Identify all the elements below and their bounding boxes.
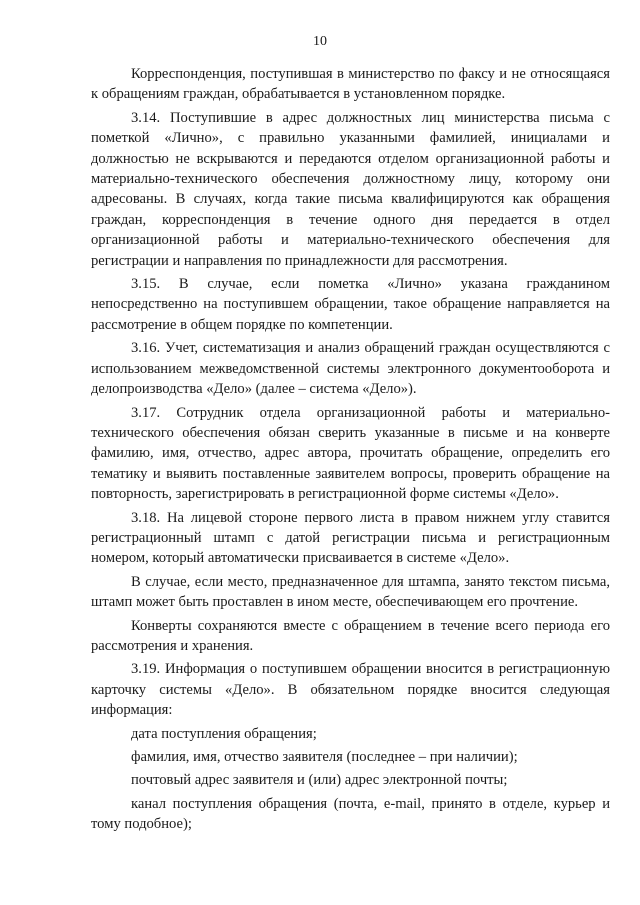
page-number: 10 xyxy=(313,34,327,49)
paragraph-3-18: 3.18. На лицевой стороне первого листа в правом нижнем углу ставится регистрационный штамп с датой регистрации письма и регистрационным номером, который автоматически присваивается в системе «Дело». xyxy=(91,509,610,567)
paragraph-envelopes: Конверты сохраняются вместе с обращением в течение всего периода его рассмотрения и хранения. xyxy=(91,617,610,654)
list-item-receipt-date: дата поступления обращения; xyxy=(131,725,317,742)
paragraph-fax-correspondence: Корреспонденция, поступившая в министерство по факсу и не относящаяся к обращениям граждан, обрабатывается в установленном порядке. xyxy=(91,66,610,103)
list-item-receipt-channel: канал поступления обращения (почта, e-mail, принято в отделе, курьер и тому подобное); xyxy=(91,795,610,833)
paragraph-stamp-placement: В случае, если место, предназначенное для штампа, занято текстом письма, штамп может быть проставлен в ином месте, обеспечивающем его прочтение. xyxy=(91,573,610,611)
list-item-applicant-name: фамилия, имя, отчество заявителя (последнее – при наличии); xyxy=(131,749,518,765)
document-body xyxy=(91,64,610,835)
list-item-applicant-address: почтовый адрес заявителя и (или) адрес электронной почты; xyxy=(131,772,508,789)
paragraph-3-14: 3.14. Поступившие в адрес должностных лиц министерства письма с пометкой «Лично», с правильно указанными фамилией, инициалами и должностью не вскрываются и передаются отделом организационной работы и материально-технического обеспечения должностному лицу, которому они адресованы. В случаях, когда такие письма квалифицируются как обращения граждан, корреспонденция в течение одного дня передается в отдел организационной работы и материально-технического обеспечения для регистрации и направления по принадлежности для рассмотрения. xyxy=(91,109,610,269)
paragraph-3-17: 3.17. Сотрудник отдела организационной работы и материально-технического обеспечения обязан сверить указанные в письме и на конверте фамилию, имя, отчество, адрес автора, прочитать обращение, определить его тематику и выявить поставленные заявителем вопросы, проверить обращение на повторность, зарегистрировать в регистрационной форме системы «Дело». xyxy=(91,404,610,503)
paragraph-3-15: 3.15. В случае, если пометка «Лично» указана гражданином непосредственно на поступившем обращении, такое обращение направляется на рассмотрение в общем порядке по компетенции. xyxy=(91,276,610,333)
paragraph-3-16: 3.16. Учет, систематизация и анализ обращений граждан осуществляются с использованием межведомственной системы электронного документооборота и делопроизводства «Дело» (далее – система «Дело»). xyxy=(91,340,610,398)
paragraph-3-19: 3.19. Информация о поступившем обращении вносится в регистрационную карточку системы «Дело». В обязательном порядке вносится следующая информация: xyxy=(91,661,610,719)
